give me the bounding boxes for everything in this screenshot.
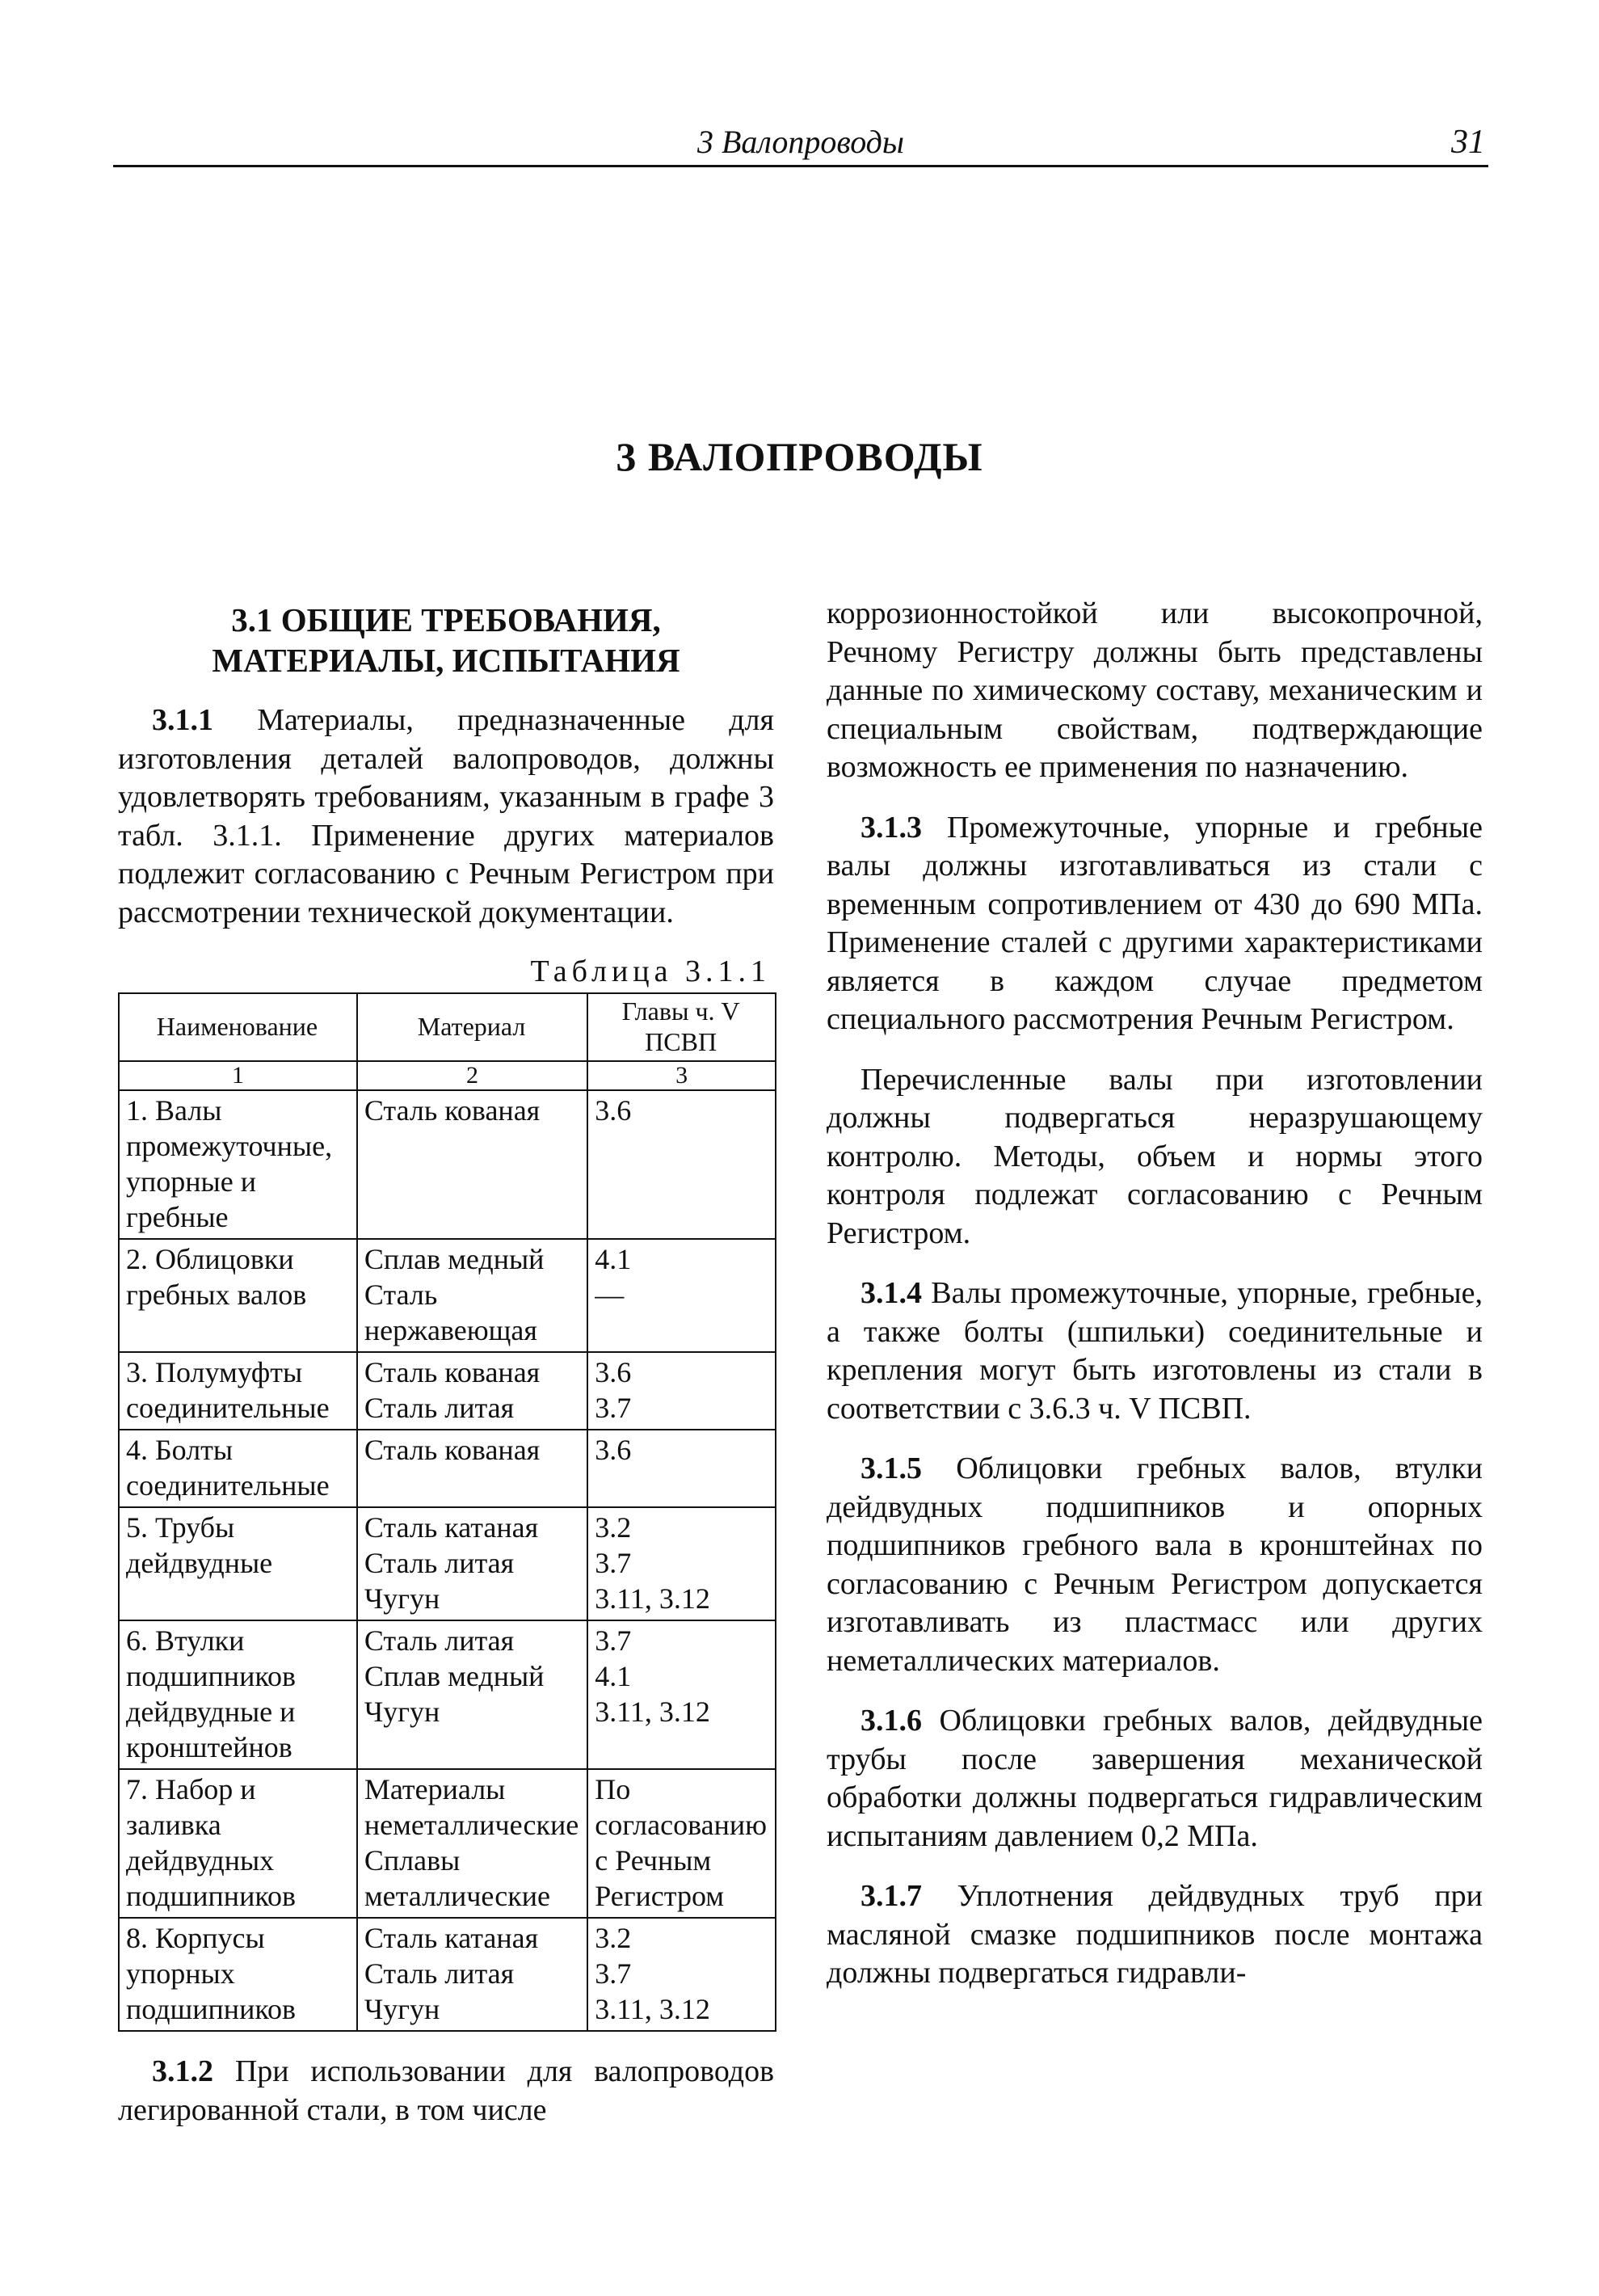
material: Чугун bbox=[364, 1582, 440, 1615]
row-materials bbox=[357, 1918, 587, 2031]
table-row bbox=[119, 1352, 776, 1430]
row-chapters bbox=[587, 1769, 776, 1918]
row-name: 6. Втулки подшипников дейдвудные и кронштейнов bbox=[119, 1620, 357, 1769]
material: Сталь литая bbox=[364, 1624, 515, 1657]
row-materials bbox=[357, 1769, 587, 1918]
material: Чугун bbox=[364, 1696, 440, 1728]
material: Сталь литая bbox=[364, 1392, 515, 1424]
chapter-ref: 3.11, 3.12 bbox=[595, 1582, 710, 1615]
paragraph-text: Промежуточные, упорные и гребные валы должны изготавливаться из стали с временным сопротивлением от 430 до 690 МПа. Применение сталей с другими характеристиками является в каждом случае предметом специального рассмотрения Речным Регистром. bbox=[827, 810, 1483, 1036]
row-chapters bbox=[587, 1918, 776, 2031]
row-name: 7. Набор и заливка дейдвудных подшипников bbox=[119, 1769, 357, 1918]
paragraph-3-1-3 bbox=[827, 809, 1483, 1039]
material: Сталь литая bbox=[364, 1547, 515, 1579]
material: Чугун bbox=[364, 1993, 440, 2025]
paragraph-3-1-5 bbox=[827, 1450, 1483, 1680]
chapter-ref: 3.7 bbox=[595, 1547, 632, 1579]
chapter-ref: 3.6 bbox=[595, 1094, 632, 1127]
row-materials bbox=[357, 1507, 587, 1620]
paragraph-3-1-7 bbox=[827, 1877, 1483, 1993]
column-header-chapters: Главы ч. V ПСВП bbox=[587, 993, 776, 1061]
material: Сталь катаная bbox=[364, 1922, 539, 1954]
row-materials bbox=[357, 1239, 587, 1352]
column-number: 3 bbox=[587, 1061, 776, 1090]
chapter-ref: 3.2 bbox=[595, 1922, 632, 1954]
row-materials bbox=[357, 1352, 587, 1430]
paragraph-text: Облицовки гребных валов, дейдвудные трубы после завершения механической обработки должны подвергаться гидравлическим испытаниям давлением 0,2 МПа. bbox=[827, 1704, 1483, 1853]
left-column bbox=[118, 595, 774, 2151]
row-chapters bbox=[587, 1239, 776, 1352]
column-number-row bbox=[119, 1061, 776, 1090]
paragraph-number: 3.1.5 bbox=[861, 1451, 922, 1485]
chapter-title: 3 ВАЛОПРОВОДЫ bbox=[616, 434, 983, 479]
paragraph-3-1-1 bbox=[118, 701, 774, 932]
paragraph-3-1-6 bbox=[827, 1702, 1483, 1856]
row-materials bbox=[357, 1620, 587, 1769]
material: Сталь литая bbox=[364, 1957, 515, 1990]
table-row bbox=[119, 1239, 776, 1352]
section-heading-line-1: 3.1 ОБЩИЕ ТРЕБОВАНИЯ, bbox=[231, 601, 661, 638]
paragraph-3-1-4 bbox=[827, 1274, 1483, 1428]
materials-table bbox=[118, 992, 776, 2032]
chapter-ref: По согласованию с Речным Регистром bbox=[595, 1773, 767, 1912]
table-caption: Таблица 3.1.1 bbox=[530, 954, 771, 988]
page-header bbox=[113, 118, 1488, 167]
table-header-row bbox=[119, 993, 776, 1061]
table-row bbox=[119, 1090, 776, 1239]
row-materials bbox=[357, 1090, 587, 1239]
paragraph-number: 3.1.2 bbox=[152, 2054, 213, 2088]
row-name: 8. Корпусы упорных подшипников bbox=[119, 1918, 357, 2031]
paragraph-text: Материалы, предназначенные для изготовления деталей валопроводов, должны удовлетворять требованиям, указанным в графе 3 табл. 3.1.1. Применение других материалов подлежит согласованию с Речным Регистром при рассмотрении технической документации. bbox=[118, 703, 774, 929]
material: Сталь катаная bbox=[364, 1511, 539, 1544]
chapter-ref: 3.11, 3.12 bbox=[595, 1993, 710, 2025]
chapter-ref: 3.7 bbox=[595, 1624, 632, 1657]
chapter-ref: 3.6 bbox=[595, 1356, 632, 1388]
row-chapters bbox=[587, 1507, 776, 1620]
material: Сплав медный bbox=[364, 1660, 545, 1692]
material: Сталь кованая bbox=[364, 1356, 541, 1388]
paragraph-number: 3.1.1 bbox=[152, 703, 213, 737]
table-row bbox=[119, 1620, 776, 1769]
chapter-ref: 3.11, 3.12 bbox=[595, 1696, 710, 1728]
material: Сплавы металлические bbox=[364, 1844, 550, 1912]
material: Сплав медный bbox=[364, 1243, 545, 1275]
paragraph-3-1-3-extra: Перечисленные валы при изготовлении должны подвергаться неразрушающему контролю. Методы, объем и нормы этого контроля подлежат согласованию с Речным Регистром. bbox=[827, 1062, 1483, 1250]
material: Сталь кованая bbox=[364, 1434, 541, 1466]
row-name: 1. Валы промежуточные, упорные и гребные bbox=[119, 1090, 357, 1239]
paragraph-text: Валы промежуточные, упорные, гребные, а также болты (шпильки) соединительные и крепления могут быть изготовлены из стали в соответствии с 3.6.3 ч. V ПСВП. bbox=[827, 1276, 1483, 1426]
paragraph-text: Уплотнения дейдвудных труб при масляной смазке подшипников после монтажа должны подвергаться гидравли- bbox=[827, 1879, 1483, 1990]
running-title: 3 Валопроводы bbox=[697, 124, 904, 160]
paragraph-3-1-2 bbox=[118, 2053, 774, 2130]
column-header-material: Материал bbox=[357, 993, 587, 1061]
paragraph-number: 3.1.6 bbox=[861, 1704, 922, 1738]
row-materials bbox=[357, 1430, 587, 1507]
row-name: 3. Полумуфты соединительные bbox=[119, 1352, 357, 1430]
row-name: 5. Трубы дейдвудные bbox=[119, 1507, 357, 1620]
paragraph-number: 3.1.3 bbox=[861, 810, 922, 845]
table-row bbox=[119, 1430, 776, 1507]
right-column bbox=[827, 595, 1483, 2015]
table-row bbox=[119, 1918, 776, 2031]
section-heading-line-2: МАТЕРИАЛЫ, ИСПЫТАНИЯ bbox=[212, 642, 680, 679]
material: Материалы неметаллические bbox=[364, 1773, 579, 1841]
row-chapters bbox=[587, 1090, 776, 1239]
row-chapters bbox=[587, 1352, 776, 1430]
material: Сталь нержавеющая bbox=[364, 1279, 537, 1346]
row-chapters bbox=[587, 1430, 776, 1507]
paragraph-3-1-2-continued: коррозионностойкой или высокопрочной, Речному Регистру должны быть представлены данные по химическому составу, механическим и специальным свойствам, подтверждающие возможность ее применения по назначению. bbox=[827, 596, 1483, 784]
paragraph-text: Облицовки гребных валов, втулки дейдвудных подшипников и опорных подшипников гребного вала в кронштейнах по согласованию с Речным Регистром допускается изготавливать из пластмасс или других неметаллических материалов. bbox=[827, 1451, 1483, 1678]
row-name: 2. Облицовки гребных валов bbox=[119, 1239, 357, 1352]
page-number: 31 bbox=[1451, 124, 1485, 161]
table-row bbox=[119, 1769, 776, 1918]
paragraph-number: 3.1.7 bbox=[861, 1879, 922, 1913]
chapter-ref: 4.1 bbox=[595, 1243, 632, 1275]
chapter-ref: 3.2 bbox=[595, 1511, 632, 1544]
chapter-ref: 3.6 bbox=[595, 1434, 632, 1466]
paragraph-text: При использовании для валопроводов легированной стали, в том числе bbox=[118, 2054, 775, 2127]
column-number: 2 bbox=[357, 1061, 587, 1090]
table-row bbox=[119, 1507, 776, 1620]
paragraph-number: 3.1.4 bbox=[861, 1276, 922, 1310]
chapter-ref: 4.1 bbox=[595, 1660, 632, 1692]
chapter-ref: 3.7 bbox=[595, 1392, 632, 1424]
section-heading bbox=[118, 600, 774, 680]
row-name: 4. Болты соединительные bbox=[119, 1430, 357, 1507]
column-number: 1 bbox=[119, 1061, 357, 1090]
row-chapters bbox=[587, 1620, 776, 1769]
material: Сталь кованая bbox=[364, 1094, 541, 1127]
chapter-ref: 3.7 bbox=[595, 1957, 632, 1990]
chapter-ref: — bbox=[595, 1279, 625, 1311]
column-header-name: Наименование bbox=[119, 993, 357, 1061]
